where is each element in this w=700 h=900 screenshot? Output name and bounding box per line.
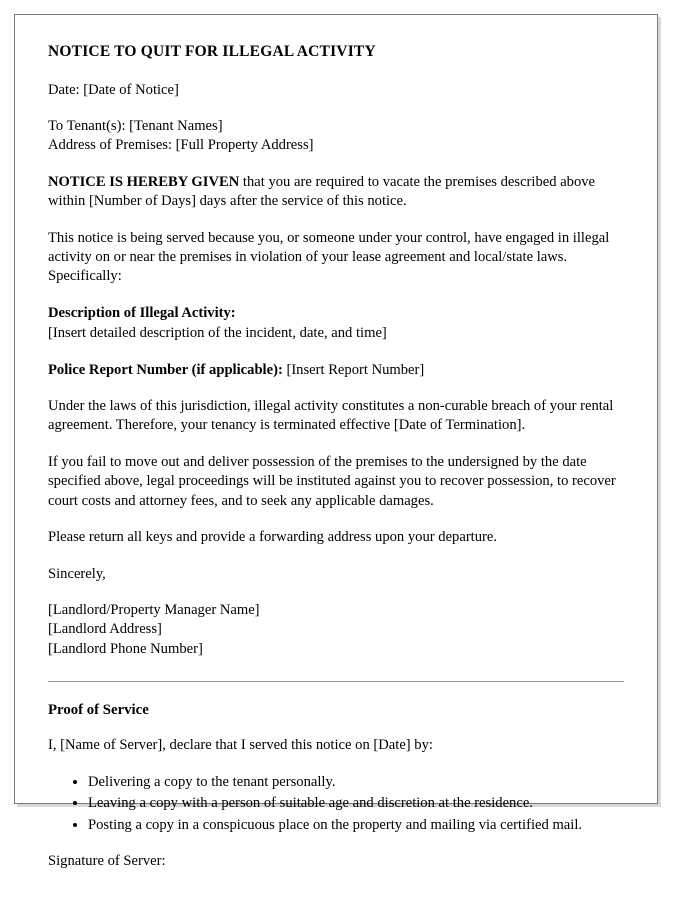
closing-line: Sincerely,	[48, 565, 106, 582]
police-report-value: [Insert Report Number]	[282, 361, 425, 378]
landlord-address: [Landlord Address]	[48, 621, 162, 638]
description-value: [Insert detailed description of the incident, date, and time]	[48, 325, 387, 342]
section-divider	[48, 681, 624, 682]
description-heading: Description of Illegal Activity:	[48, 304, 236, 321]
proof-of-service-heading: Proof of Service	[48, 702, 149, 719]
signature-of-server-line: Signature of Server:	[48, 852, 166, 869]
police-report-line	[48, 361, 624, 380]
list-item: • Posting a copy in a conspicuous place on the property and mailing via certified mail.	[88, 816, 624, 836]
notice-paragraph	[48, 173, 624, 212]
tenant-line: To Tenant(s): [Tenant Names]	[48, 118, 223, 134]
date-line: Date: [Date of Notice]	[48, 81, 179, 98]
reason-paragraph: This notice is being served because you, or someone under your control, have engaged in illegal activity on or near the premises in violation of your lease agreement and local/state laws. Specifically:	[48, 229, 610, 285]
document-content	[15, 15, 657, 871]
list-item: • Leaving a copy with a person of suitable age and discretion at the residence.	[88, 794, 624, 814]
jurisdiction-paragraph: Under the laws of this jurisdiction, illegal activity constitutes a non-curable breach of your rental agreement. Therefore, your tenancy is terminated effective [Date of Termination].	[48, 398, 614, 434]
page-title: NOTICE TO QUIT FOR ILLEGAL ACTIVITY	[48, 43, 376, 60]
notice-lead-text: NOTICE IS HEREBY GIVEN	[48, 173, 240, 190]
list-item: • Delivering a copy to the tenant personally.	[88, 773, 624, 793]
server-declaration: I, [Name of Server], declare that I served this notice on [Date] by:	[48, 737, 433, 754]
landlord-name: [Landlord/Property Manager Name]	[48, 601, 260, 618]
failure-paragraph: If you fail to move out and deliver possession of the premises to the undersigned by the date specified above, legal proceedings will be instituted against you to recover possession, to recover court costs and attorney fees, and to seek any applicable damages.	[48, 453, 616, 509]
keys-paragraph: Please return all keys and provide a forwarding address upon your departure.	[48, 529, 498, 546]
service-methods-list	[48, 773, 624, 836]
address-line: Address of Premises: [Full Property Address]	[48, 137, 314, 154]
landlord-phone: [Landlord Phone Number]	[48, 640, 203, 657]
notice-rest-text: that you are required to vacate the premises described above within [Number of Days] days after the service of this notice.	[48, 173, 596, 210]
document-sheet	[14, 14, 658, 869]
police-report-label: Police Report Number (if applicable):	[48, 361, 283, 378]
